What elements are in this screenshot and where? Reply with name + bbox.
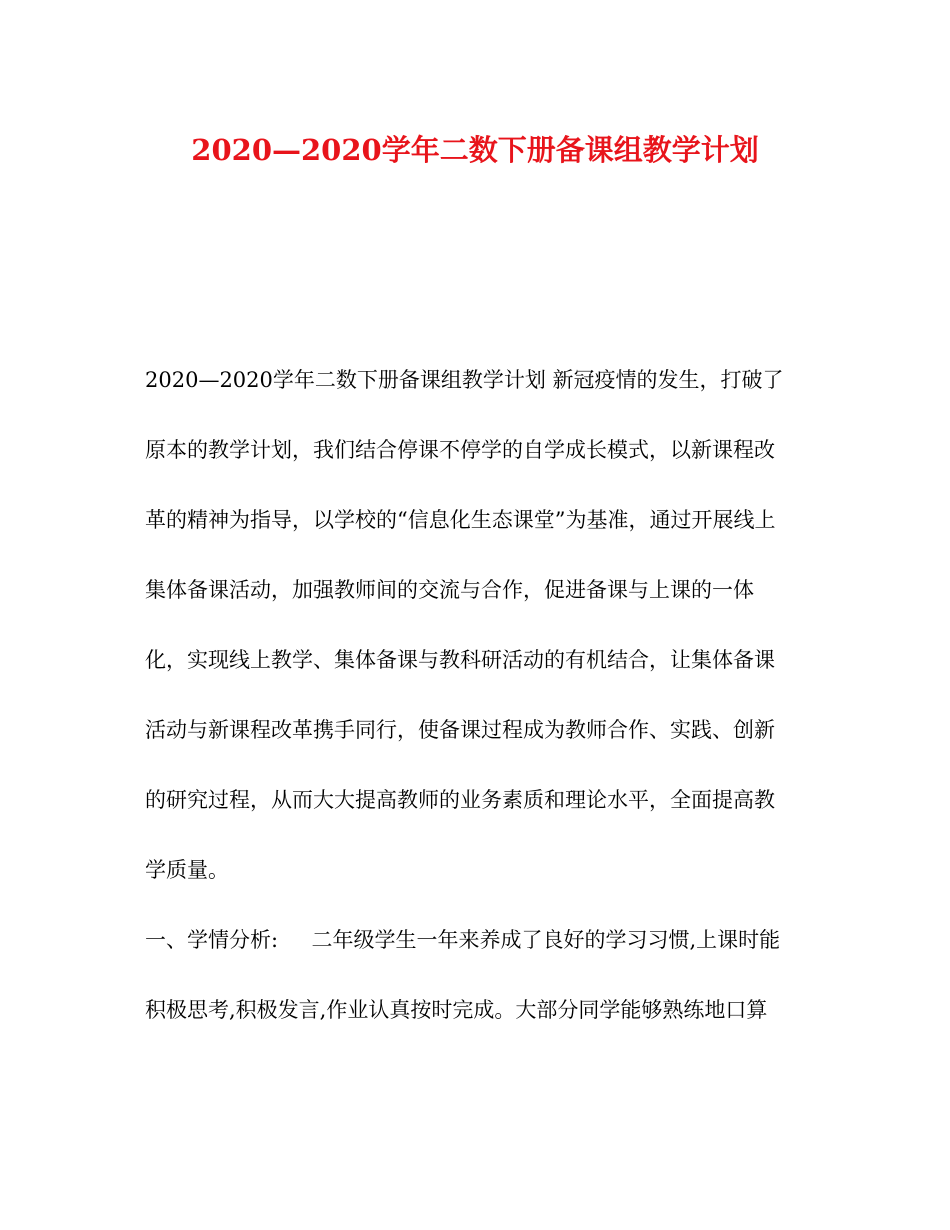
body-line: 集体备课活动，加强教师间的交流与合作，促进备课与上课的一体 [145,578,754,602]
body-line: 一、学情分析: 二年级学生一年来养成了良好的学习习惯,上课时能 [145,928,781,952]
body-line: 学质量。 [145,858,229,882]
body-line: 原本的教学计划，我们结合停课不停学的自学成长模式，以新课程改 [145,438,775,462]
document-title: 2020—2020学年二数下册备课组教学计划 [191,133,759,167]
body-line: 积极思考,积极发言,作业认真按时完成。大部分同学能够熟练地口算 [145,998,768,1022]
body-line: 的研究过程，从而大大提高教师的业务素质和理论水平，全面提高教 [145,788,775,812]
body-line: 化，实现线上教学、集体备课与教科研活动的有机结合，让集体备课 [145,648,775,672]
body-line: 活动与新课程改革携手同行，使备课过程成为教师合作、实践、创新 [145,718,775,742]
body-line: 革的精神为指导，以学校的“信息化生态课堂”为基准，通过开展线上 [145,508,776,532]
document-body [145,354,815,1054]
body-line: 2020—2020学年二数下册备课组教学计划 新冠疫情的发生，打破了 [145,368,784,392]
